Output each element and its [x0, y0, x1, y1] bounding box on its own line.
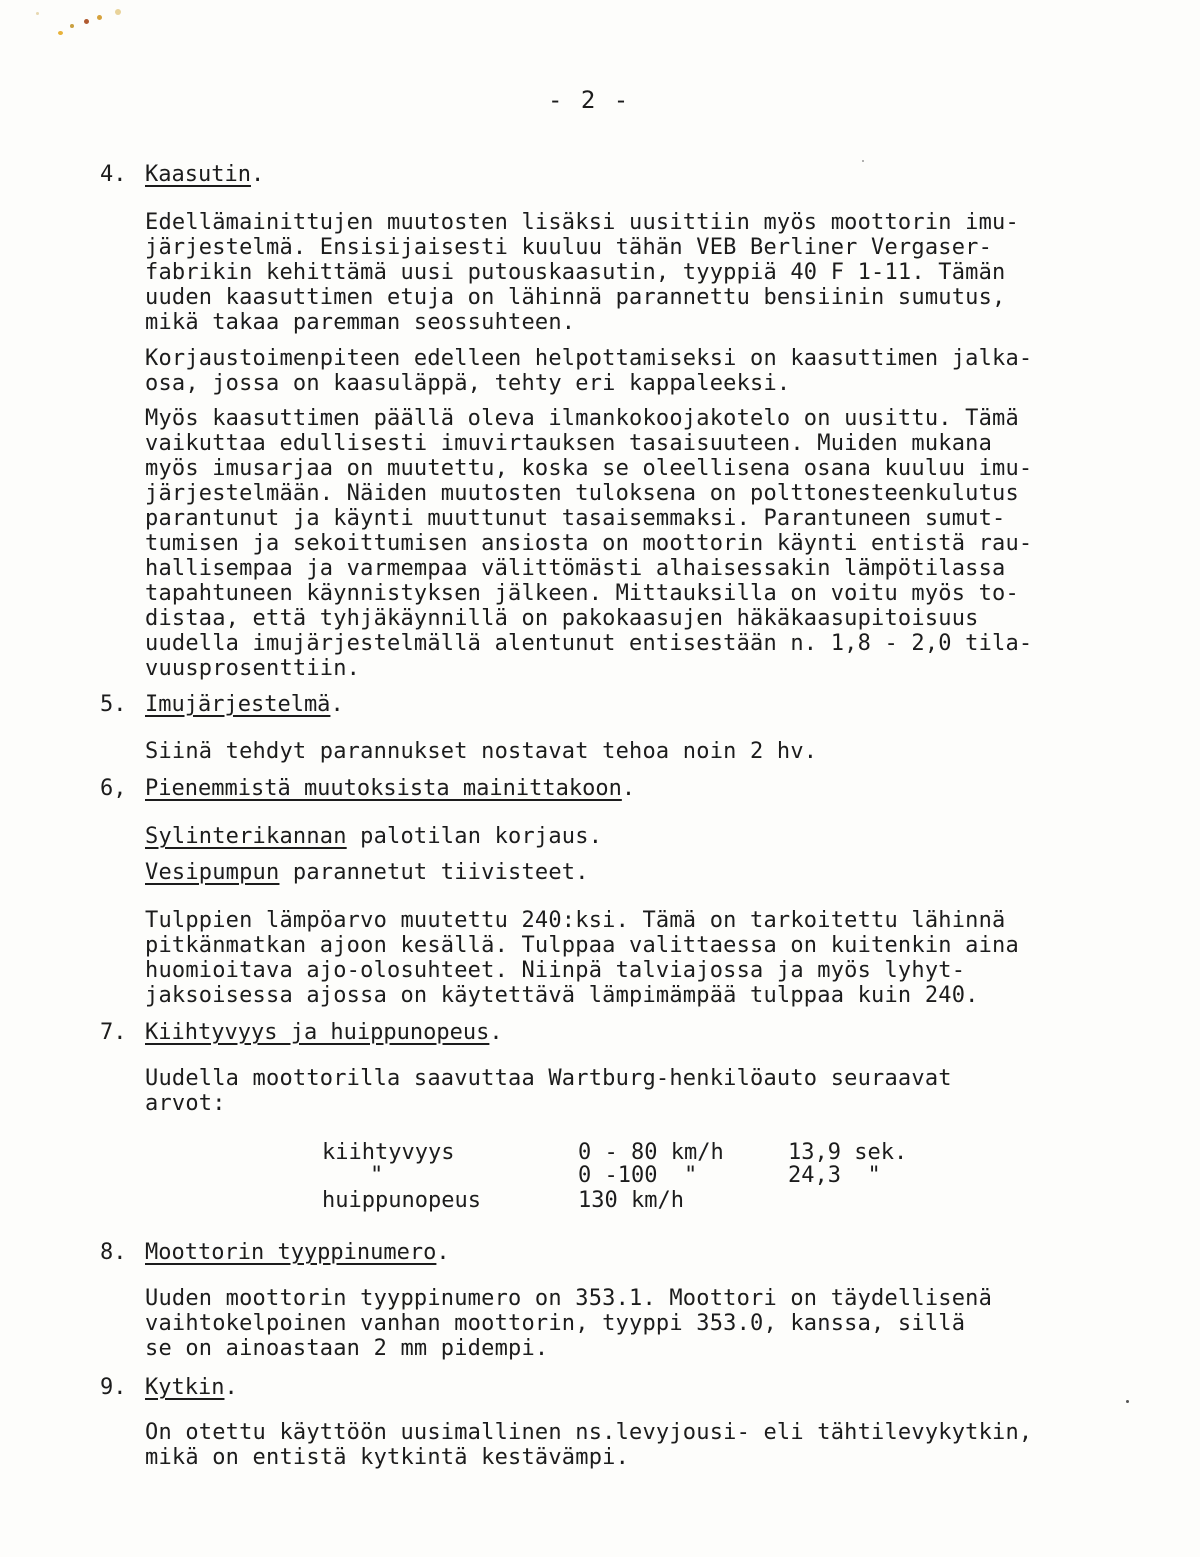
section-heading	[145, 162, 264, 187]
text-line: Uudella moottorilla saavuttaa Wartburg-henkilöauto seuraavat	[145, 1066, 952, 1091]
text-line: Uuden moottorin tyyppinumero on 353.1. Moottori on täydellisenä	[145, 1286, 993, 1311]
section-number: 7.	[100, 1020, 127, 1045]
section-title: Imujärjestelmä	[145, 692, 331, 717]
table-cell: 0 -100 "	[578, 1163, 698, 1188]
section-heading	[145, 1375, 238, 1400]
table-cell: "	[370, 1163, 384, 1188]
ink-speck	[70, 24, 74, 28]
table-cell: 130 km/h	[578, 1188, 684, 1213]
table-cell: 24,3 "	[788, 1163, 881, 1188]
page-number: - 2 -	[548, 86, 631, 114]
section-number: 9.	[100, 1375, 127, 1400]
ink-speck	[1126, 1400, 1129, 1403]
text-line: mikä takaa paremman seossuhteen.	[145, 310, 576, 335]
section-title: Kiihtyvyys ja huippunopeus	[145, 1020, 490, 1045]
text-line: uudella imujärjestelmällä alentunut entisestään n. 1,8 - 2,0 tila-	[145, 631, 1033, 656]
text-line: vaihtokelpoinen vanhan moottorin, tyyppi 353.0, kanssa, sillä	[145, 1311, 966, 1336]
section-title-suffix: .	[224, 1375, 238, 1400]
section-number: 5.	[100, 692, 127, 717]
text-line: tumisen ja sekoittumisen ansiosta on moottorin käynti entistä rau-	[145, 531, 1033, 556]
table-cell: kiihtyvyys	[322, 1140, 455, 1165]
section-title-suffix: .	[621, 776, 636, 801]
text-line: Myös kaasuttimen päällä oleva ilmankokoojakotelo on uusittu. Tämä	[145, 406, 1019, 431]
section-title: Kaasutin	[145, 162, 251, 187]
ink-speck	[84, 19, 89, 24]
section-heading	[145, 1240, 450, 1265]
text-line: vaikuttaa edullisesti imuvirtauksen tasaisuuteen. Muiden mukana	[145, 431, 993, 456]
text-line: Edellämainittujen muutosten lisäksi uusittiin myös moottorin imu-	[145, 210, 1019, 235]
ink-speck	[97, 15, 102, 20]
ink-speck	[36, 12, 39, 15]
section-heading	[145, 776, 635, 801]
section-title: Pienemmistä muutoksista mainittakoon	[145, 776, 622, 801]
section-title-suffix: .	[250, 162, 265, 187]
ink-speck	[58, 31, 63, 35]
section-title: Moottorin tyyppinumero	[145, 1240, 437, 1265]
table-cell: huippunopeus	[322, 1188, 481, 1213]
text-line: tapahtuneen käynnistyksen jälkeen. Mittauksilla on voitu myös to-	[145, 581, 1019, 606]
section-heading	[145, 692, 344, 717]
text-line: On otettu käyttöön uusimallinen ns.levyjousi- eli tähtilevykytkin,	[145, 1420, 1033, 1445]
text-line: jaksoisessa ajossa on käytettävä lämpimämpää tulppaa kuin 240.	[145, 983, 979, 1008]
table-cell: 13,9 sek.	[788, 1140, 908, 1165]
section-number: 6,	[100, 776, 127, 801]
text-line: distaa, että tyhjäkäynnillä on pakokaasujen häkäkaasupitoisuus	[145, 606, 979, 631]
text-line: se on ainoastaan 2 mm pidempi.	[145, 1336, 549, 1361]
text-line: järjestelmään. Näiden muutosten tuloksena on polttonesteenkulutus	[145, 481, 1019, 506]
text-line: pitkänmatkan ajoon kesällä. Tulppaa valittaessa on kuitenkin aina	[145, 933, 1019, 958]
text-line: vuusprosenttiin.	[145, 656, 361, 681]
list-item	[145, 860, 589, 885]
text-line: järjestelmä. Ensisijaisesti kuuluu tähän VEB Berliner Vergaser-	[145, 235, 993, 260]
list-item-underlined: Vesipumpun	[145, 860, 280, 885]
list-item	[145, 824, 602, 849]
text-line: mikä on entistä kytkintä kestävämpi.	[145, 1445, 630, 1470]
text-line: uuden kaasuttimen etuja on lähinnä parannettu bensiinin sumutus,	[145, 285, 1006, 310]
text-line: Siinä tehdyt parannukset nostavat tehoa noin 2 hv.	[145, 739, 818, 764]
ink-speck	[115, 9, 121, 15]
text-line: parantunut ja käynti muuttunut tasaisemmaksi. Parantuneen sumut-	[145, 506, 1006, 531]
text-line: myös imusarjaa on muutettu, koska se oleellisena osana kuuluu imu-	[145, 456, 1033, 481]
text-line: arvot:	[145, 1091, 226, 1116]
text-line: osa, jossa on kaasuläppä, tehty eri kappaleeksi.	[145, 371, 791, 396]
section-number: 4.	[100, 162, 127, 187]
section-title: Kytkin	[145, 1375, 225, 1400]
table-cell: 0 - 80 km/h	[578, 1140, 724, 1165]
text-line: huomioitava ajo-olosuhteet. Niinpä talviajossa ja myös lyhyt-	[145, 958, 966, 983]
section-title-suffix: .	[330, 692, 344, 717]
text-line: hallisempaa ja varmempaa välittömästi alhaisessakin lämpötilassa	[145, 556, 1006, 581]
section-title-suffix: .	[489, 1020, 503, 1045]
section-number: 8.	[100, 1240, 127, 1265]
ink-speck	[862, 160, 864, 162]
list-item-underlined: Sylinterikannan	[145, 824, 347, 849]
text-line: Tulppien lämpöarvo muutettu 240:ksi. Tämä on tarkoitettu lähinnä	[145, 908, 1006, 933]
list-item-text: palotilan korjaus.	[346, 824, 603, 849]
text-line: fabrikin kehittämä uusi putouskaasutin, tyyppiä 40 F 1-11. Tämän	[145, 260, 1006, 285]
list-item-text: parannetut tiivisteet.	[279, 860, 589, 885]
text-line: Korjaustoimenpiteen edelleen helpottamiseksi on kaasuttimen jalka-	[145, 346, 1033, 371]
section-heading	[145, 1020, 503, 1045]
section-title-suffix: .	[436, 1240, 450, 1265]
